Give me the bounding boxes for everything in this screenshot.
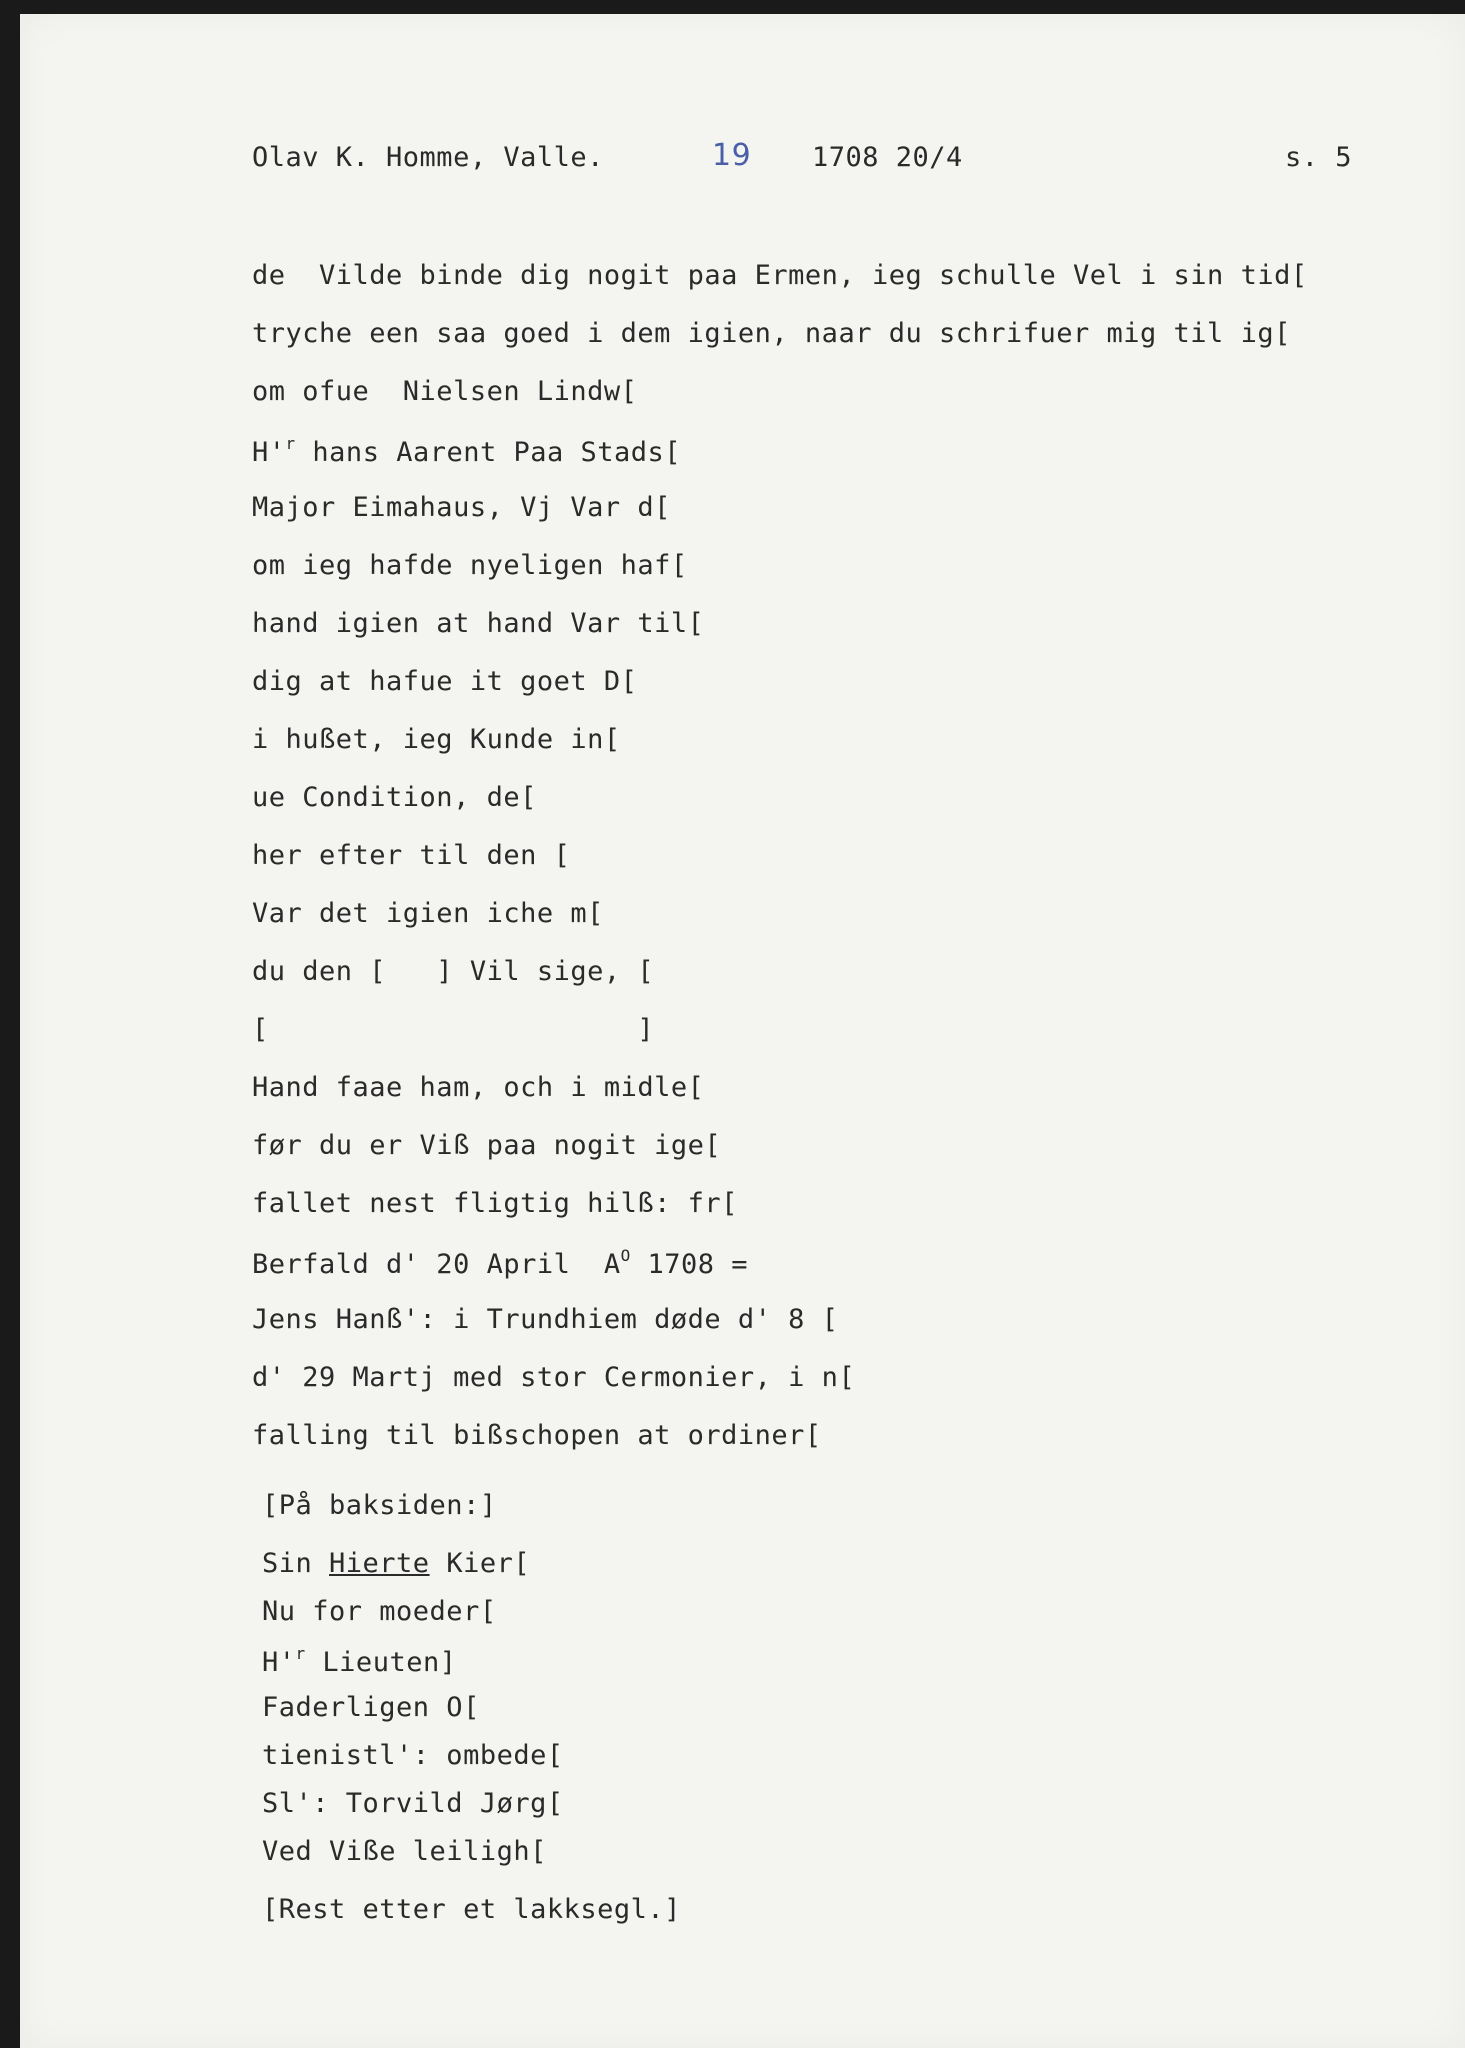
text-line: du den [ ] Vil sige, [ bbox=[252, 956, 655, 987]
header-handwritten-number: 19 bbox=[712, 138, 752, 173]
superscript: O bbox=[620, 1246, 631, 1265]
text-line: falling til bißschopen at ordiner[ bbox=[252, 1420, 822, 1451]
header-page-number: s. 5 bbox=[1285, 142, 1353, 173]
text-line: d' 29 Martj med stor Cermonier, i n[ bbox=[252, 1362, 856, 1393]
text-line: her efter til den [ bbox=[252, 840, 571, 871]
footer-note: [Rest etter et lakksegl.] bbox=[262, 1894, 681, 1925]
text-fragment: H' bbox=[252, 437, 286, 468]
text-line bbox=[262, 1548, 530, 1579]
text-line: om ieg hafde nyeligen haf[ bbox=[252, 550, 688, 581]
text-line: Jens Hanß': i Trundhiem døde d' 8 [ bbox=[252, 1304, 839, 1335]
text-line: de Vilde binde dig nogit paa Ermen, ieg schulle Vel i sin tid[ bbox=[252, 260, 1308, 291]
header-author: Olav K. Homme, Valle. bbox=[252, 142, 604, 173]
text-line: dig at hafue it goet D[ bbox=[252, 666, 638, 697]
text-line: Hand faae ham, och i midle[ bbox=[252, 1072, 705, 1103]
text-line: Faderligen O[ bbox=[262, 1692, 480, 1723]
text-line: fallet nest fligtig hilß: fr[ bbox=[252, 1188, 738, 1219]
text-line bbox=[262, 1644, 456, 1678]
superscript: r bbox=[285, 434, 296, 453]
underlined-word: Hierte bbox=[329, 1548, 430, 1579]
text-fragment: H' bbox=[262, 1647, 296, 1678]
text-fragment: Berfald d' 20 April A bbox=[252, 1249, 621, 1280]
text-line bbox=[252, 434, 681, 468]
transcription bbox=[20, 14, 1465, 2048]
text-line: tienistl': ombede[ bbox=[262, 1740, 564, 1771]
text-line bbox=[252, 1246, 748, 1280]
text-line: om ofue Nielsen Lindw[ bbox=[252, 376, 638, 407]
back-heading: [På baksiden:] bbox=[262, 1490, 497, 1521]
document-page bbox=[20, 14, 1465, 2048]
text-fragment: 1708 = bbox=[647, 1249, 749, 1280]
text-line: Var det igien iche m[ bbox=[252, 898, 604, 929]
text-fragment: Sin bbox=[262, 1548, 330, 1579]
text-line: Sl': Torvild Jørg[ bbox=[262, 1788, 564, 1819]
text-fragment: Kier[ bbox=[429, 1548, 531, 1579]
text-line: Ved Viße leiligh[ bbox=[262, 1836, 547, 1867]
text-line: [ ] bbox=[252, 1014, 655, 1045]
superscript: r bbox=[295, 1644, 306, 1663]
text-line: Nu for moeder[ bbox=[262, 1596, 497, 1627]
text-line: tryche een saa goed i dem igien, naar du schrifuer mig til ig[ bbox=[252, 318, 1291, 349]
text-line: Major Eimahaus, Vj Var d[ bbox=[252, 492, 671, 523]
text-line: hand igien at hand Var til[ bbox=[252, 608, 705, 639]
header-date: 1708 20/4 bbox=[812, 142, 963, 173]
text-fragment: hans Aarent Paa Stads[ bbox=[312, 437, 682, 468]
text-line: før du er Viß paa nogit ige[ bbox=[252, 1130, 722, 1161]
text-line: ue Condition, de[ bbox=[252, 782, 537, 813]
text-fragment: Lieuten] bbox=[322, 1647, 457, 1678]
text-line: i hußet, ieg Kunde in[ bbox=[252, 724, 621, 755]
